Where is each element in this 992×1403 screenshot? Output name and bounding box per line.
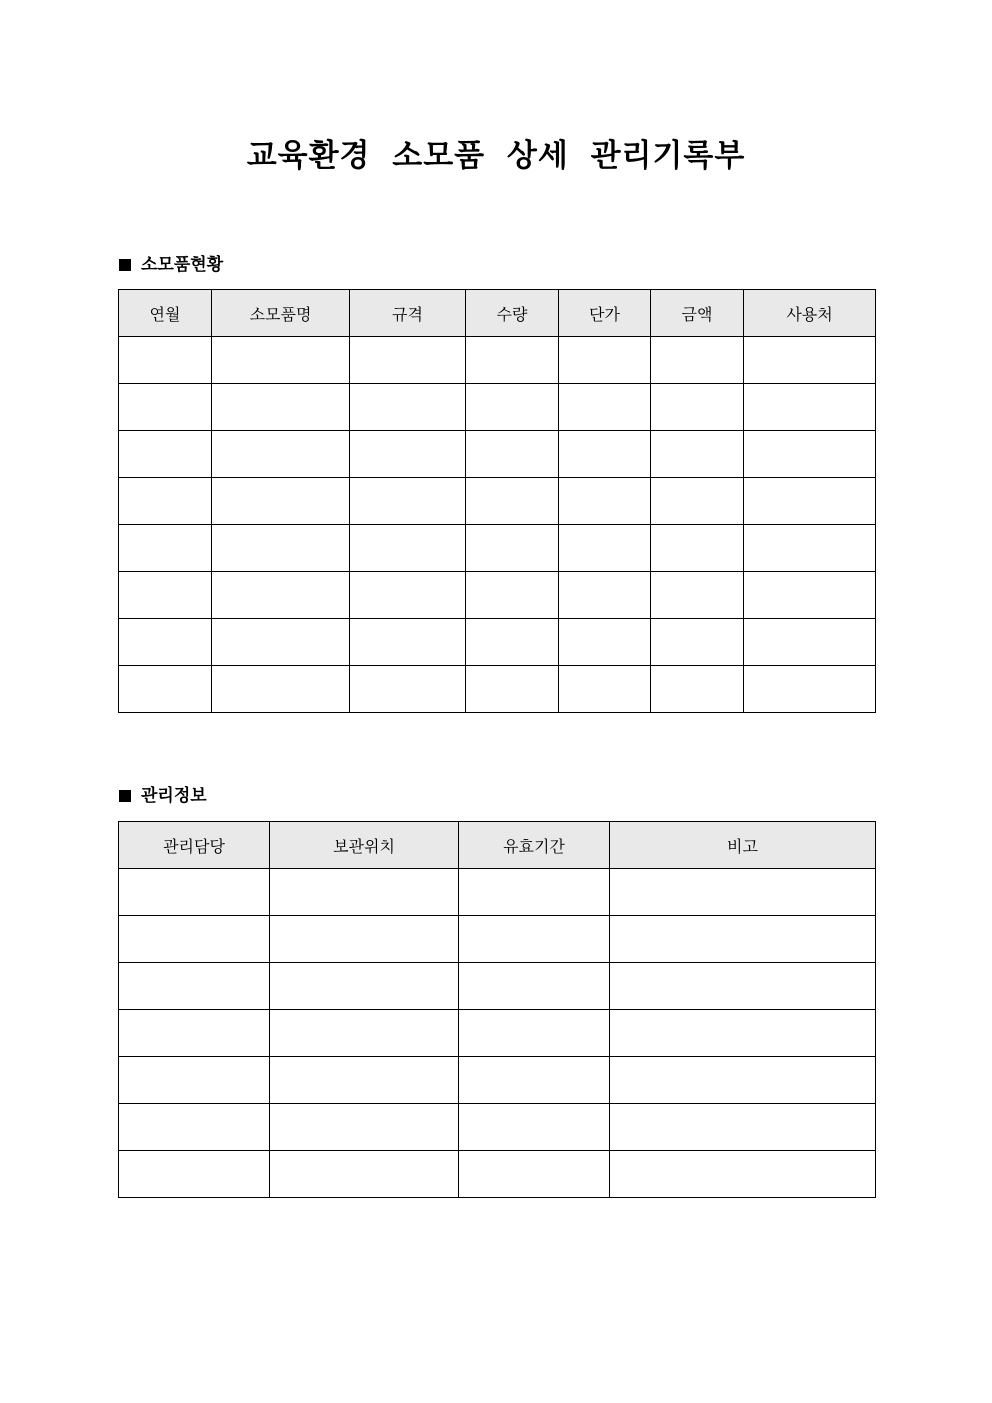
table-cell[interactable] xyxy=(744,666,876,713)
table-cell[interactable] xyxy=(459,1010,610,1057)
table-row xyxy=(119,572,876,619)
table-row xyxy=(119,869,876,916)
table-cell[interactable] xyxy=(651,572,744,619)
column-header-amount: 금액 xyxy=(651,290,744,337)
table-cell[interactable] xyxy=(466,337,559,384)
table-cell[interactable] xyxy=(744,384,876,431)
table-cell[interactable] xyxy=(466,478,559,525)
table-cell[interactable] xyxy=(119,478,212,525)
document-title: 교육환경 소모품 상세 관리기록부 xyxy=(246,138,746,174)
column-header-expiry-period: 유효기간 xyxy=(459,822,610,869)
table-cell[interactable] xyxy=(459,1057,610,1104)
table-cell[interactable] xyxy=(459,1104,610,1151)
table-cell[interactable] xyxy=(610,916,876,963)
table-cell[interactable] xyxy=(559,572,651,619)
table-cell[interactable] xyxy=(270,1057,459,1104)
table-cell[interactable] xyxy=(610,869,876,916)
table-cell[interactable] xyxy=(350,572,466,619)
table-cell[interactable] xyxy=(651,384,744,431)
table-cell[interactable] xyxy=(610,1151,876,1198)
table-cell[interactable] xyxy=(119,1057,270,1104)
table-cell[interactable] xyxy=(119,572,212,619)
table-cell[interactable] xyxy=(270,869,459,916)
column-header-quantity: 수량 xyxy=(466,290,559,337)
table-row xyxy=(119,525,876,572)
table-cell[interactable] xyxy=(651,666,744,713)
table-cell[interactable] xyxy=(270,916,459,963)
table-cell[interactable] xyxy=(459,963,610,1010)
table-row xyxy=(119,1151,876,1198)
column-header-spec: 규격 xyxy=(350,290,466,337)
table-row xyxy=(119,478,876,525)
column-header-remarks: 비고 xyxy=(610,822,876,869)
table-row xyxy=(119,916,876,963)
table-cell[interactable] xyxy=(119,963,270,1010)
table-cell[interactable] xyxy=(744,572,876,619)
table-cell[interactable] xyxy=(119,1151,270,1198)
table-cell[interactable] xyxy=(212,337,350,384)
table-cell[interactable] xyxy=(610,963,876,1010)
square-bullet-icon xyxy=(119,259,131,271)
table-cell[interactable] xyxy=(350,619,466,666)
table-cell[interactable] xyxy=(119,869,270,916)
table-header-row xyxy=(119,290,876,337)
table-cell[interactable] xyxy=(350,478,466,525)
table-row xyxy=(119,963,876,1010)
section-heading-label: 소모품현황 xyxy=(141,255,224,275)
section-heading-label: 관리정보 xyxy=(141,786,207,806)
table-cell[interactable] xyxy=(350,666,466,713)
table-cell[interactable] xyxy=(559,431,651,478)
table-cell[interactable] xyxy=(559,337,651,384)
table-row xyxy=(119,619,876,666)
table-cell[interactable] xyxy=(651,525,744,572)
table-cell[interactable] xyxy=(270,963,459,1010)
table-cell[interactable] xyxy=(466,431,559,478)
table-row xyxy=(119,666,876,713)
column-header-item-name: 소모품명 xyxy=(212,290,350,337)
table-cell[interactable] xyxy=(466,666,559,713)
table-cell[interactable] xyxy=(466,384,559,431)
table-cell[interactable] xyxy=(651,619,744,666)
table-cell[interactable] xyxy=(270,1151,459,1198)
table-cell[interactable] xyxy=(212,619,350,666)
column-header-manager: 관리담당 xyxy=(119,822,270,869)
section-heading-consumables xyxy=(119,253,223,277)
table-cell[interactable] xyxy=(119,916,270,963)
table-cell[interactable] xyxy=(119,1104,270,1151)
table-cell[interactable] xyxy=(744,525,876,572)
table-cell[interactable] xyxy=(270,1010,459,1057)
table-cell[interactable] xyxy=(212,478,350,525)
section-heading-management xyxy=(119,784,207,808)
table-cell[interactable] xyxy=(559,525,651,572)
square-bullet-icon xyxy=(119,790,131,802)
table-cell[interactable] xyxy=(212,525,350,572)
table-cell[interactable] xyxy=(212,384,350,431)
table-cell[interactable] xyxy=(459,916,610,963)
table-row xyxy=(119,1010,876,1057)
table-cell[interactable] xyxy=(610,1104,876,1151)
table-cell[interactable] xyxy=(744,478,876,525)
table-cell[interactable] xyxy=(559,384,651,431)
table-cell[interactable] xyxy=(350,431,466,478)
column-header-unit-price: 단가 xyxy=(559,290,651,337)
table-cell[interactable] xyxy=(350,384,466,431)
table-cell[interactable] xyxy=(610,1010,876,1057)
table-cell[interactable] xyxy=(350,525,466,572)
table-cell[interactable] xyxy=(466,572,559,619)
table-cell[interactable] xyxy=(466,525,559,572)
table-cell[interactable] xyxy=(119,1010,270,1057)
table-cell[interactable] xyxy=(119,619,212,666)
table-cell[interactable] xyxy=(466,619,559,666)
table-cell[interactable] xyxy=(212,431,350,478)
table-cell[interactable] xyxy=(744,619,876,666)
table-cell[interactable] xyxy=(651,431,744,478)
table-cell[interactable] xyxy=(350,337,466,384)
column-header-month: 연월 xyxy=(119,290,212,337)
table-cell[interactable] xyxy=(559,666,651,713)
table-header-row xyxy=(119,822,876,869)
table-cell[interactable] xyxy=(651,478,744,525)
column-header-usage-place: 사용처 xyxy=(744,290,876,337)
table-cell[interactable] xyxy=(459,1151,610,1198)
table-cell[interactable] xyxy=(119,525,212,572)
table-row xyxy=(119,337,876,384)
consumables-table xyxy=(118,289,876,713)
table-cell[interactable] xyxy=(270,1104,459,1151)
table-row xyxy=(119,1057,876,1104)
table-cell[interactable] xyxy=(610,1057,876,1104)
table-cell[interactable] xyxy=(119,666,212,713)
table-row xyxy=(119,384,876,431)
table-cell[interactable] xyxy=(651,337,744,384)
table-row xyxy=(119,431,876,478)
table-cell[interactable] xyxy=(119,431,212,478)
table-cell[interactable] xyxy=(212,666,350,713)
table-cell[interactable] xyxy=(119,384,212,431)
management-info-table xyxy=(118,821,876,1198)
table-cell[interactable] xyxy=(744,337,876,384)
table-cell[interactable] xyxy=(559,478,651,525)
table-row xyxy=(119,1104,876,1151)
table-cell[interactable] xyxy=(559,619,651,666)
table-cell[interactable] xyxy=(212,572,350,619)
table-cell[interactable] xyxy=(119,337,212,384)
table-cell[interactable] xyxy=(459,869,610,916)
column-header-storage-location: 보관위치 xyxy=(270,822,459,869)
table-cell[interactable] xyxy=(744,431,876,478)
